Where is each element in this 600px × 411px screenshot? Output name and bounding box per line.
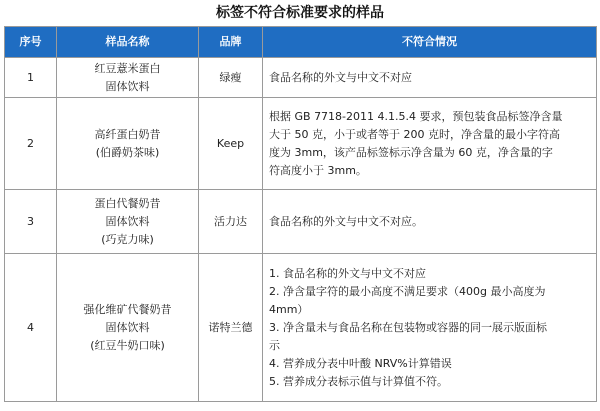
- name-line: 固体饮料: [105, 79, 150, 93]
- name-line: (红豆牛奶口味): [90, 338, 165, 352]
- issue-line: 符高度小于 3mm。: [269, 163, 367, 177]
- name-line: 高纤蛋白奶昔: [94, 127, 161, 141]
- name-line: 固体饮料: [105, 214, 150, 228]
- issue-line: 度为 3mm，该产品标签标示净含量为 60 克，净含量的字: [269, 145, 553, 159]
- issue-line: 示: [269, 338, 280, 352]
- row-brand: 诺特兰德: [199, 254, 263, 402]
- issue-line: 1. 食品名称的外文与中文不对应: [269, 266, 426, 280]
- row-brand: 活力达: [199, 190, 263, 254]
- issue-line: 3. 净含量未与食品名称在包装物或容器的同一展示版面标: [269, 320, 547, 334]
- header-issue: 不符合情况: [263, 27, 597, 58]
- issue-line: 食品名称的外文与中文不对应。: [269, 214, 423, 228]
- row-sample-name: [57, 254, 199, 402]
- issue-line: 大于 50 克，小于或者等于 200 克时，净含量的最小字符高: [269, 127, 560, 141]
- table-row: [5, 58, 597, 98]
- row-sample-name: [57, 190, 199, 254]
- row-sample-name: [57, 98, 199, 190]
- issue-line: 2. 净含量字符的最小高度不满足要求（400g 最小高度为: [269, 284, 546, 298]
- row-issue: [263, 190, 597, 254]
- table-row: [5, 254, 597, 402]
- name-line: 强化维矿代餐奶昔: [83, 302, 172, 316]
- name-line: 固体饮料: [105, 320, 150, 334]
- row-issue: [263, 98, 597, 190]
- table-row: [5, 190, 597, 254]
- header-brand: 品牌: [199, 27, 263, 58]
- issue-line: 4. 营养成分表中叶酸 NRV%计算错误: [269, 356, 452, 370]
- issue-line: 4mm）: [269, 302, 309, 316]
- row-brand: 绿瘦: [199, 58, 263, 98]
- name-line: 红豆薏米蛋白: [94, 61, 161, 75]
- name-line: (巧克力味): [101, 232, 154, 246]
- header-no: 序号: [5, 27, 57, 58]
- row-no: 4: [5, 254, 57, 402]
- samples-table: [4, 26, 597, 402]
- table-row: [5, 98, 597, 190]
- name-line: 蛋白代餐奶昔: [94, 196, 161, 210]
- issue-line: 根据 GB 7718-2011 4.1.5.4 要求，预包装食品标签净含量: [269, 109, 563, 123]
- row-issue: [263, 254, 597, 402]
- row-issue: [263, 58, 597, 98]
- issue-list: [269, 265, 590, 391]
- row-no: 1: [5, 58, 57, 98]
- row-no: 3: [5, 190, 57, 254]
- issue-line: 5. 营养成分表标示值与计算值不符。: [269, 374, 448, 388]
- header-sample-name: 样品名称: [57, 27, 199, 58]
- name-line: (伯爵奶茶味): [95, 145, 160, 159]
- page-title: 标签不符合标准要求的样品: [216, 5, 384, 21]
- row-no: 2: [5, 98, 57, 190]
- issue-line: 食品名称的外文与中文不对应: [269, 70, 412, 84]
- row-brand: Keep: [199, 98, 263, 190]
- table-header-row: [5, 27, 597, 58]
- row-sample-name: [57, 58, 199, 98]
